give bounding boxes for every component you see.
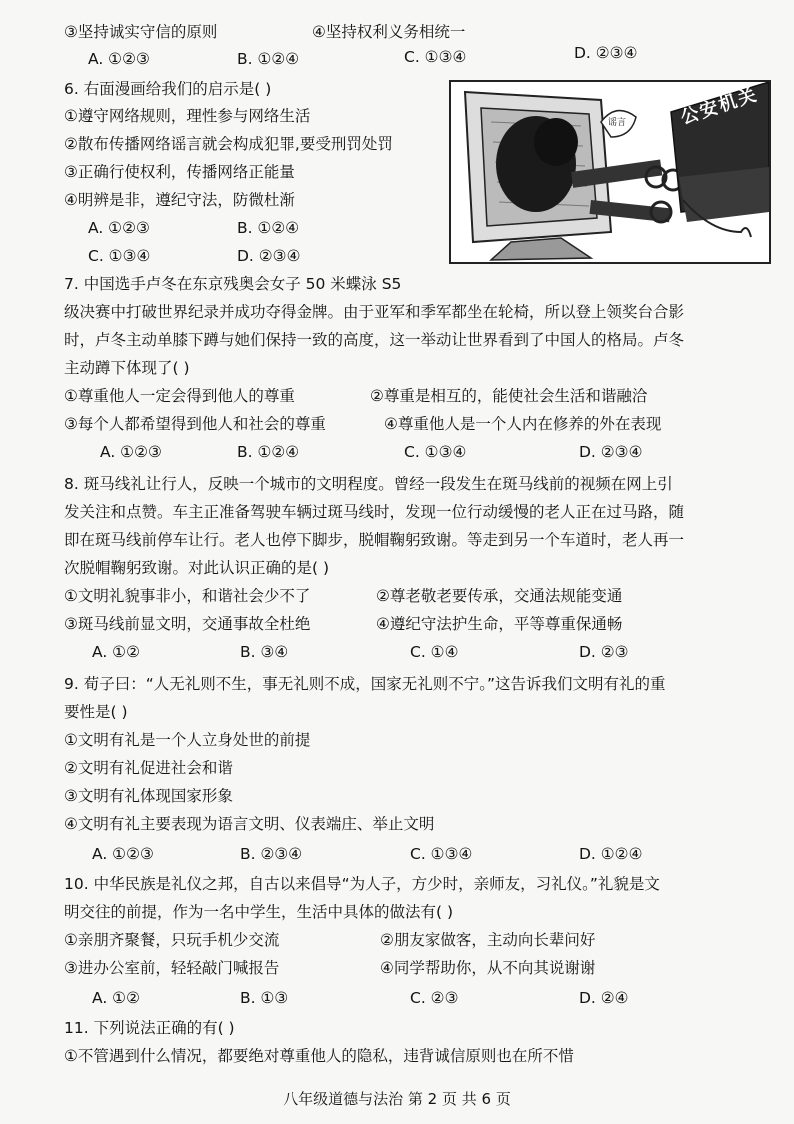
q10-line-2: 明交往的前提，作为一名中学生，生活中具体的做法有( ) [64, 903, 454, 921]
q7-option-b: B. ①②④ [237, 443, 300, 461]
q7-item-2: ②尊重是相互的，能使社会生活和谐融洽 [370, 387, 648, 405]
cartoon-tag-rumor: 谣言 [608, 118, 627, 128]
q5-option-a: A. ①②③ [88, 50, 150, 68]
q7-item-3: ③每个人都希望得到他人和社会的尊重 [64, 415, 326, 433]
q6-option-a: A. ①②③ [88, 219, 150, 237]
q7-item-1: ①尊重他人一定会得到他人的尊重 [64, 387, 295, 405]
q9-option-d: D. ①②④ [579, 845, 643, 863]
q6-option-c: C. ①③④ [88, 247, 151, 265]
q10-option-d: D. ②④ [579, 989, 629, 1007]
q9-option-a: A. ①②③ [92, 845, 154, 863]
q7-option-c: C. ①③④ [404, 443, 467, 461]
q7-line-2: 级决赛中打破世界纪录并成功夺得金牌。由于亚军和季军都坐在轮椅，所以登上领奖台合影 [64, 303, 685, 321]
q10-line-1: 10. 中华民族是礼仪之邦，自古以来倡导“为人子，方少时，亲师友，习礼仪。”礼貌是文 [64, 875, 660, 893]
q7-line-3: 时，卢冬主动单膝下蹲与她们保持一致的高度，这一举动让世界看到了中国人的格局。卢冬 [64, 331, 685, 349]
q8-line-4: 次脱帽鞠躬致谢。对此认识正确的是( ) [64, 559, 330, 577]
q5-option-c: C. ①③④ [404, 48, 467, 66]
q9-item-3: ③文明有礼体现国家形象 [64, 787, 233, 805]
q10-item-4: ④同学帮助你，从不向其说谢谢 [380, 959, 596, 977]
q10-option-c: C. ②③ [410, 989, 459, 1007]
q8-line-1: 8. 斑马线礼让行人，反映一个城市的文明程度。曾经一段发生在斑马线前的视频在网上引 [64, 475, 673, 493]
q10-item-2: ②朋友家做客，主动向长辈问好 [380, 931, 596, 949]
q6-item-4: ④明辨是非，遵纪守法，防微杜渐 [64, 191, 295, 209]
q8-option-b: B. ③④ [240, 643, 289, 661]
q7-option-d: D. ②③④ [579, 443, 643, 461]
cartoon-image [449, 80, 771, 264]
q8-option-a: A. ①② [92, 643, 140, 661]
q6-item-3: ③正确行使权利，传播网络正能量 [64, 163, 295, 181]
q10-item-3: ③进办公室前，轻轻敲门喊报告 [64, 959, 280, 977]
q8-line-3: 即在斑马线前停车让行。老人也停下脚步，脱帽鞠躬致谢。等走到另一个车道时，老人再一 [64, 531, 685, 549]
q8-item-2: ②尊老敬老要传承，交通法规能变通 [376, 587, 623, 605]
q6-stem: 6. 右面漫画给我们的启示是( ) [64, 80, 272, 98]
q8-item-3: ③斑马线前显文明，交通事故全杜绝 [64, 615, 311, 633]
q5-statement-3: ③坚持诚实守信的原则 [64, 23, 218, 41]
q9-option-c: C. ①③④ [410, 845, 473, 863]
q8-option-c: C. ①④ [410, 643, 459, 661]
cartoon-sign-police: 公安机关 [678, 84, 761, 129]
q9-option-b: B. ②③④ [240, 845, 303, 863]
q6-option-b: B. ①②④ [237, 219, 300, 237]
q7-line-1: 7. 中国选手卢冬在东京残奥会女子 50 米蝶泳 S5 [64, 275, 402, 293]
q5-statement-4: ④坚持权利义务相统一 [312, 23, 466, 41]
q9-item-2: ②文明有礼促进社会和谐 [64, 759, 233, 777]
q8-line-2: 发关注和点赞。车主正准备驾驶车辆过斑马线时，发现一位行动缓慢的老人正在过马路，随 [64, 503, 685, 521]
q7-line-4: 主动蹲下体现了( ) [64, 359, 190, 377]
page-footer: 八年级道德与法治 第 2 页 共 6 页 [283, 1090, 511, 1108]
q9-item-4: ④文明有礼主要表现为语言文明、仪表端庄、举止文明 [64, 815, 435, 833]
q6-item-2: ②散布传播网络谣言就会构成犯罪,要受刑罚处罚 [64, 135, 393, 153]
q9-item-1: ①文明有礼是一个人立身处世的前提 [64, 731, 311, 749]
q9-line-1: 9. 荀子曰：“人无礼则不生，事无礼则不成，国家无礼则不宁。”这告诉我们文明有礼的重 [64, 675, 666, 693]
q11-item-1: ①不管遇到什么情况，都要绝对尊重他人的隐私，违背诚信原则也在所不惜 [64, 1047, 574, 1065]
q7-item-4: ④尊重他人是一个人内在修养的外在表现 [384, 415, 662, 433]
q10-option-a: A. ①② [92, 989, 140, 1007]
q6-item-1: ①遵守网络规则，理性参与网络生活 [64, 107, 311, 125]
q5-option-d: D. ②③④ [574, 44, 638, 62]
q7-option-a: A. ①②③ [100, 443, 162, 461]
q8-item-1: ①文明礼貌事非小，和谐社会少不了 [64, 587, 311, 605]
q11-stem: 11. 下列说法正确的有( ) [64, 1019, 235, 1037]
q5-option-b: B. ①②④ [237, 50, 300, 68]
q6-option-d: D. ②③④ [237, 247, 301, 265]
q9-line-2: 要性是( ) [64, 703, 128, 721]
q8-option-d: D. ②③ [579, 643, 629, 661]
q8-item-4: ④遵纪守法护生命，平等尊重保通畅 [376, 615, 623, 633]
q10-item-1: ①亲朋齐聚餐，只玩手机少交流 [64, 931, 280, 949]
q10-option-b: B. ①③ [240, 989, 289, 1007]
